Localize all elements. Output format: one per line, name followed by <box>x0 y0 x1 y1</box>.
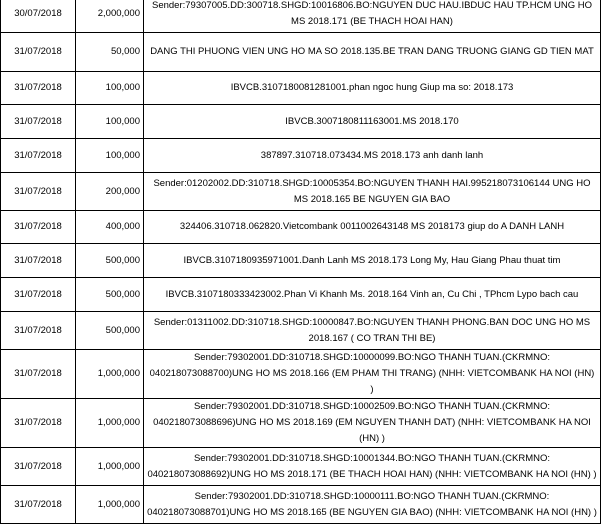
transaction-description: 324406.310718.062820.Vietcombank 0011002643148 MS 2018173 giup do A DANH LANH <box>144 211 601 244</box>
transaction-amount: 100,000 <box>76 139 144 173</box>
table-row <box>1 312 601 350</box>
transaction-description: Sender:79302001.DD:310718.SHGD:10000111.BO:NGO THANH TUAN.(CKRMNO: 040218073088701)UNG HO MS 2018.165 (BE NGUYEN GIA BAO) (NHH: VIETCOMBANK HA NOI (HN) ) <box>144 486 601 524</box>
transaction-date: 30/07/2018 <box>1 0 76 33</box>
table-row <box>1 211 601 244</box>
transaction-amount: 2,000,000 <box>76 0 144 33</box>
table-row <box>1 278 601 312</box>
transaction-amount: 500,000 <box>76 244 144 278</box>
transaction-amount: 200,000 <box>76 173 144 211</box>
transaction-amount: 50,000 <box>76 33 144 72</box>
table-row <box>1 486 601 524</box>
transaction-description: Sender:79302001.DD:310718.SHGD:10001344.BO:NGO THANH TUAN.(CKRMNO: 040218073088692)UNG HO MS 2018.171 (BE THACH HOAI HAN) (NHH: VIETCOMBANK HA NOI (HN) ) <box>144 448 601 486</box>
transaction-amount: 500,000 <box>76 278 144 312</box>
transaction-date: 31/07/2018 <box>1 211 76 244</box>
transaction-date: 31/07/2018 <box>1 486 76 524</box>
transaction-date: 31/07/2018 <box>1 173 76 211</box>
table-row <box>1 173 601 211</box>
transaction-description: IBVCB.3007180811163001.MS 2018.170 <box>144 105 601 139</box>
table-row <box>1 350 601 399</box>
transaction-date: 31/07/2018 <box>1 105 76 139</box>
transaction-date: 31/07/2018 <box>1 312 76 350</box>
transaction-description: DANG THI PHUONG VIEN UNG HO MA SO 2018.135.BE TRAN DANG TRUONG GIANG GD TIEN MAT <box>144 33 601 72</box>
transaction-amount: 100,000 <box>76 105 144 139</box>
transaction-date: 31/07/2018 <box>1 448 76 486</box>
transaction-amount: 1,000,000 <box>76 399 144 448</box>
transaction-date: 31/07/2018 <box>1 350 76 399</box>
transaction-date: 31/07/2018 <box>1 72 76 105</box>
table-row <box>1 139 601 173</box>
transaction-description: Sender:79302001.DD:310718.SHGD:10000099.BO:NGO THANH TUAN.(CKRMNO: 040218073088700)UNG HO MS 2018.166 (EM PHAM THI TRANG) (NHH: VIETCOMBANK HA NOI (HN) ) <box>144 350 601 399</box>
transaction-amount: 1,000,000 <box>76 486 144 524</box>
transaction-date: 31/07/2018 <box>1 244 76 278</box>
transaction-description: Sender:01202002.DD:310718.SHGD:10005354.BO:NGUYEN THANH HAI.995218073106144 UNG HO MS 2018.165 BE NGUYEN GIA BAO <box>144 173 601 211</box>
transaction-description: Sender:79307005.DD:300718.SHGD:10016806.BO:NGUYEN DUC HAU.IBDUC HAU TP.HCM UNG HO MS 2018.171 (BE THACH HOAI HAN) <box>144 0 601 33</box>
table-row <box>1 33 601 72</box>
table-row <box>1 448 601 486</box>
transaction-date: 31/07/2018 <box>1 399 76 448</box>
transaction-date: 31/07/2018 <box>1 278 76 312</box>
transaction-description: IBVCB.3107180333423002.Phan Vi Khanh Ms. 2018.164 Vinh an, Cu Chi , TPhcm Lypo bach cau <box>144 278 601 312</box>
transaction-amount: 100,000 <box>76 72 144 105</box>
transaction-description: 387897.310718.073434.MS 2018.173 anh danh lanh <box>144 139 601 173</box>
transaction-amount: 1,000,000 <box>76 350 144 399</box>
table-row <box>1 244 601 278</box>
transaction-description: Sender:79302001.DD:310718.SHGD:10002509.BO:NGO THANH TUAN.(CKRMNO: 040218073088696)UNG HO MS 2018.169 (EM NGUYEN THANH DAT) (NHH: VIETCOMBANK HA NOI (HN) ) <box>144 399 601 448</box>
transaction-description: IBVCB.3107180081281001.phan ngoc hung Giup ma so: 2018.173 <box>144 72 601 105</box>
table-row <box>1 105 601 139</box>
transaction-date: 31/07/2018 <box>1 139 76 173</box>
transaction-description: Sender:01311002.DD:310718.SHGD:10000847.BO:NGUYEN THANH PHONG.BAN DOC UNG HO MS 2018.167 ( CO TRAN THI BE) <box>144 312 601 350</box>
transaction-amount: 500,000 <box>76 312 144 350</box>
table-row <box>1 72 601 105</box>
transaction-amount: 400,000 <box>76 211 144 244</box>
table-row <box>1 399 601 448</box>
transaction-description: IBVCB.3107180935971001.Danh Lanh MS 2018.173 Long My, Hau Giang Phau thuat tim <box>144 244 601 278</box>
table-row <box>1 0 601 33</box>
transaction-amount: 1,000,000 <box>76 448 144 486</box>
transaction-date: 31/07/2018 <box>1 33 76 72</box>
